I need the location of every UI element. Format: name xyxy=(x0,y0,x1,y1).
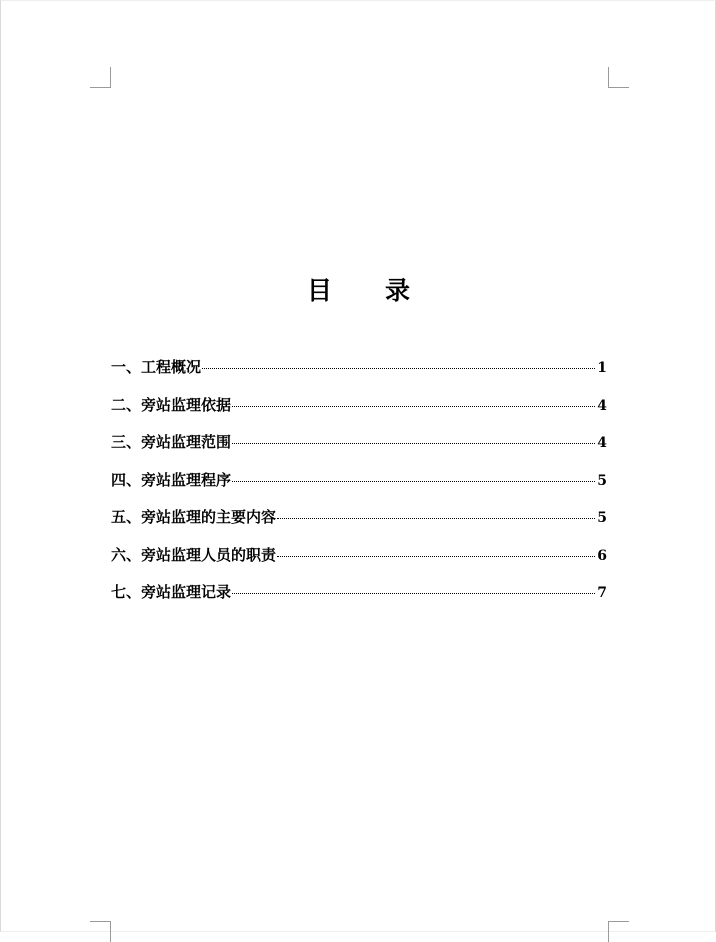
toc-entry-page-number: 4 xyxy=(597,397,607,414)
toc-entry-label: 五、旁站监理的主要内容 xyxy=(111,508,277,526)
toc-entry-page-number: 4 xyxy=(597,435,607,451)
toc-entry[interactable] xyxy=(111,428,607,466)
toc-entry-label: 七、旁站监理记录 xyxy=(111,583,232,601)
toc-entry-label: 二、旁站监理依据 xyxy=(111,395,232,414)
margin-corner-top-left xyxy=(90,67,111,88)
toc-entry-page-number: 7 xyxy=(597,585,607,601)
toc-entry[interactable] xyxy=(111,503,607,541)
toc-title: 目 录 xyxy=(306,276,411,305)
margin-corner-top-right xyxy=(608,67,629,88)
toc-dot-leader xyxy=(232,593,595,594)
toc-entry[interactable] xyxy=(111,391,607,429)
toc-dot-leader xyxy=(232,443,595,444)
table-of-contents xyxy=(111,353,607,616)
toc-entry-label: 三、旁站监理范围 xyxy=(111,433,232,451)
toc-dot-leader xyxy=(277,518,595,519)
toc-entry-label: 一、工程概况 xyxy=(111,358,202,376)
toc-dot-leader xyxy=(277,556,595,557)
toc-dot-leader xyxy=(232,406,595,407)
toc-entry-page-number: 6 xyxy=(597,547,607,564)
toc-entry-page-number: 5 xyxy=(597,510,607,526)
toc-entry-label: 六、旁站监理人员的职责 xyxy=(111,545,277,564)
toc-entry[interactable] xyxy=(111,353,607,391)
toc-entry[interactable] xyxy=(111,578,607,616)
toc-dot-leader xyxy=(202,368,595,369)
toc-entry-page-number: 5 xyxy=(597,472,607,489)
toc-entry[interactable] xyxy=(111,541,607,579)
toc-dot-leader xyxy=(232,481,595,482)
toc-entry-label: 四、旁站监理程序 xyxy=(111,470,232,489)
toc-entry-page-number: 1 xyxy=(597,360,607,376)
toc-entry[interactable] xyxy=(111,466,607,504)
